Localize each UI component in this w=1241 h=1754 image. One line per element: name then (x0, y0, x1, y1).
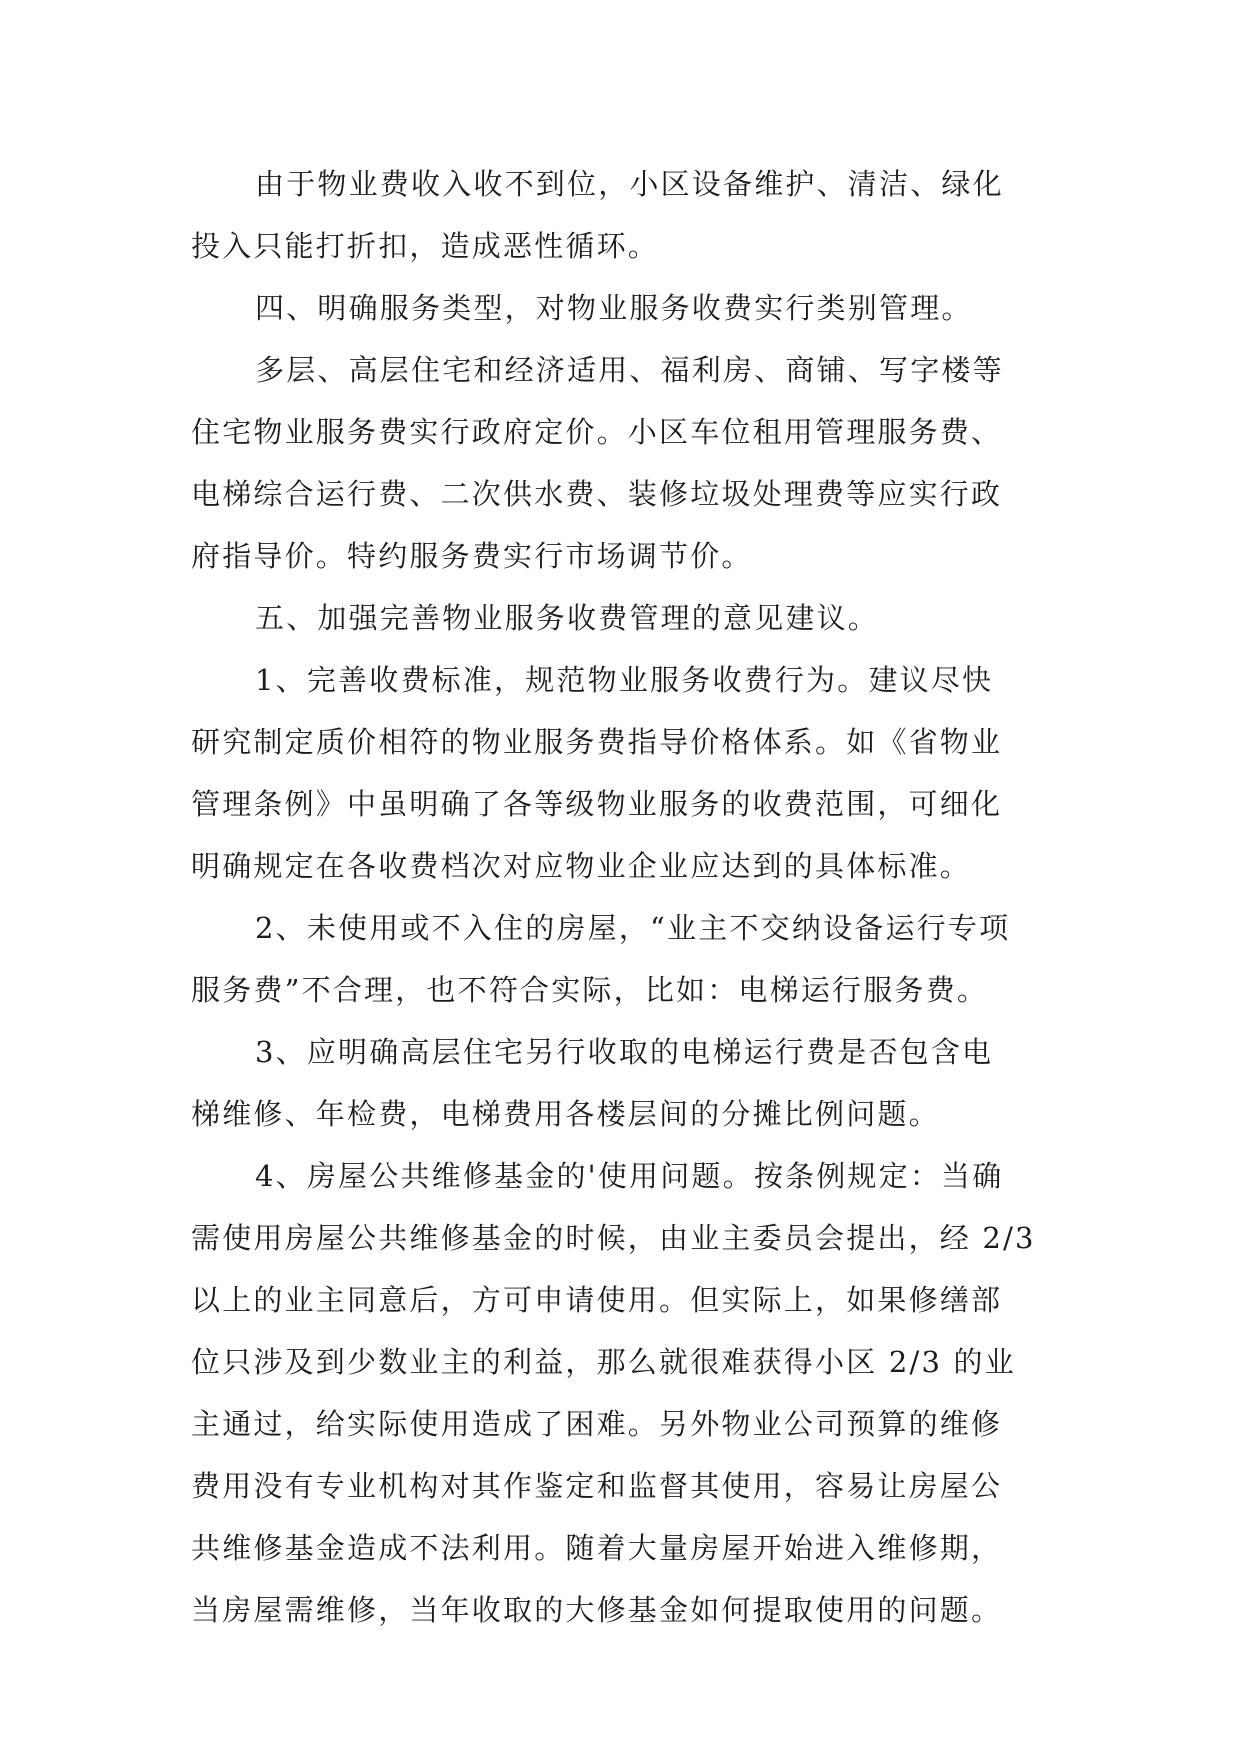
text-line: 由于物业费收入收不到位，小区设备维护、清洁、绿化 (255, 167, 1004, 201)
text-line: 多层、高层住宅和经济适用、福利房、商铺、写字楼等 (255, 353, 1004, 387)
text-line: 明确规定在各收费档次对应物业企业应达到的具体标准。 (191, 849, 972, 883)
text-line: 4、房屋公共维修基金的'使用问题。按条例规定：当确 (255, 1159, 1004, 1193)
text-line: 当房屋需维修，当年收取的大修基金如何提取使用的问题。 (191, 1593, 1003, 1627)
text-line: 主通过，给实际使用造成了困难。另外物业公司预算的维修 (191, 1407, 1003, 1441)
text-line: 2、未使用或不入住的房屋，“业主不交纳设备运行专项 (255, 911, 1011, 945)
text-line: 投入只能打折扣，造成恶性循环。 (191, 229, 660, 263)
section-heading: 五、加强完善物业服务收费管理的意见建议。 (255, 601, 880, 635)
text-line: 共维修基金造成不法利用。随着大量房屋开始进入维修期， (191, 1531, 1003, 1565)
text-line: 服务费”不合理，也不符合实际，比如：电梯运行服务费。 (191, 973, 989, 1007)
text-line: 3、应明确高层住宅另行收取的电梯运行费是否包含电 (255, 1035, 994, 1069)
text-line: 研究制定质价相符的物业服务费指导价格体系。如《省物业 (191, 725, 1003, 759)
text-line: 以上的业主同意后，方可申请使用。但实际上，如果修缮部 (191, 1283, 1003, 1317)
document-body (191, 153, 1051, 1641)
section-heading: 四、明确服务类型，对物业服务收费实行类别管理。 (255, 291, 973, 325)
text-line: 1、完善收费标准，规范物业服务收费行为。建议尽快 (255, 663, 994, 697)
text-line: 位只涉及到少数业主的利益，那么就很难获得小区 2/3 的业 (191, 1345, 1016, 1379)
text-line: 府指导价。特约服务费实行市场调节价。 (191, 539, 753, 573)
text-line: 管理条例》中虽明确了各等级物业服务的收费范围，可细化 (191, 787, 1003, 821)
text-line: 梯维修、年检费，电梯费用各楼层间的分摊比例问题。 (191, 1097, 940, 1131)
text-line: 需使用房屋公共维修基金的时候，由业主委员会提出，经 2/3 (191, 1221, 1036, 1255)
text-line: 费用没有专业机构对其作鉴定和监督其使用，容易让房屋公 (191, 1469, 1003, 1503)
text-line: 住宅物业服务费实行政府定价。小区车位租用管理服务费、 (191, 415, 1003, 449)
text-line: 电梯综合运行费、二次供水费、装修垃圾处理费等应实行政 (191, 477, 1003, 511)
